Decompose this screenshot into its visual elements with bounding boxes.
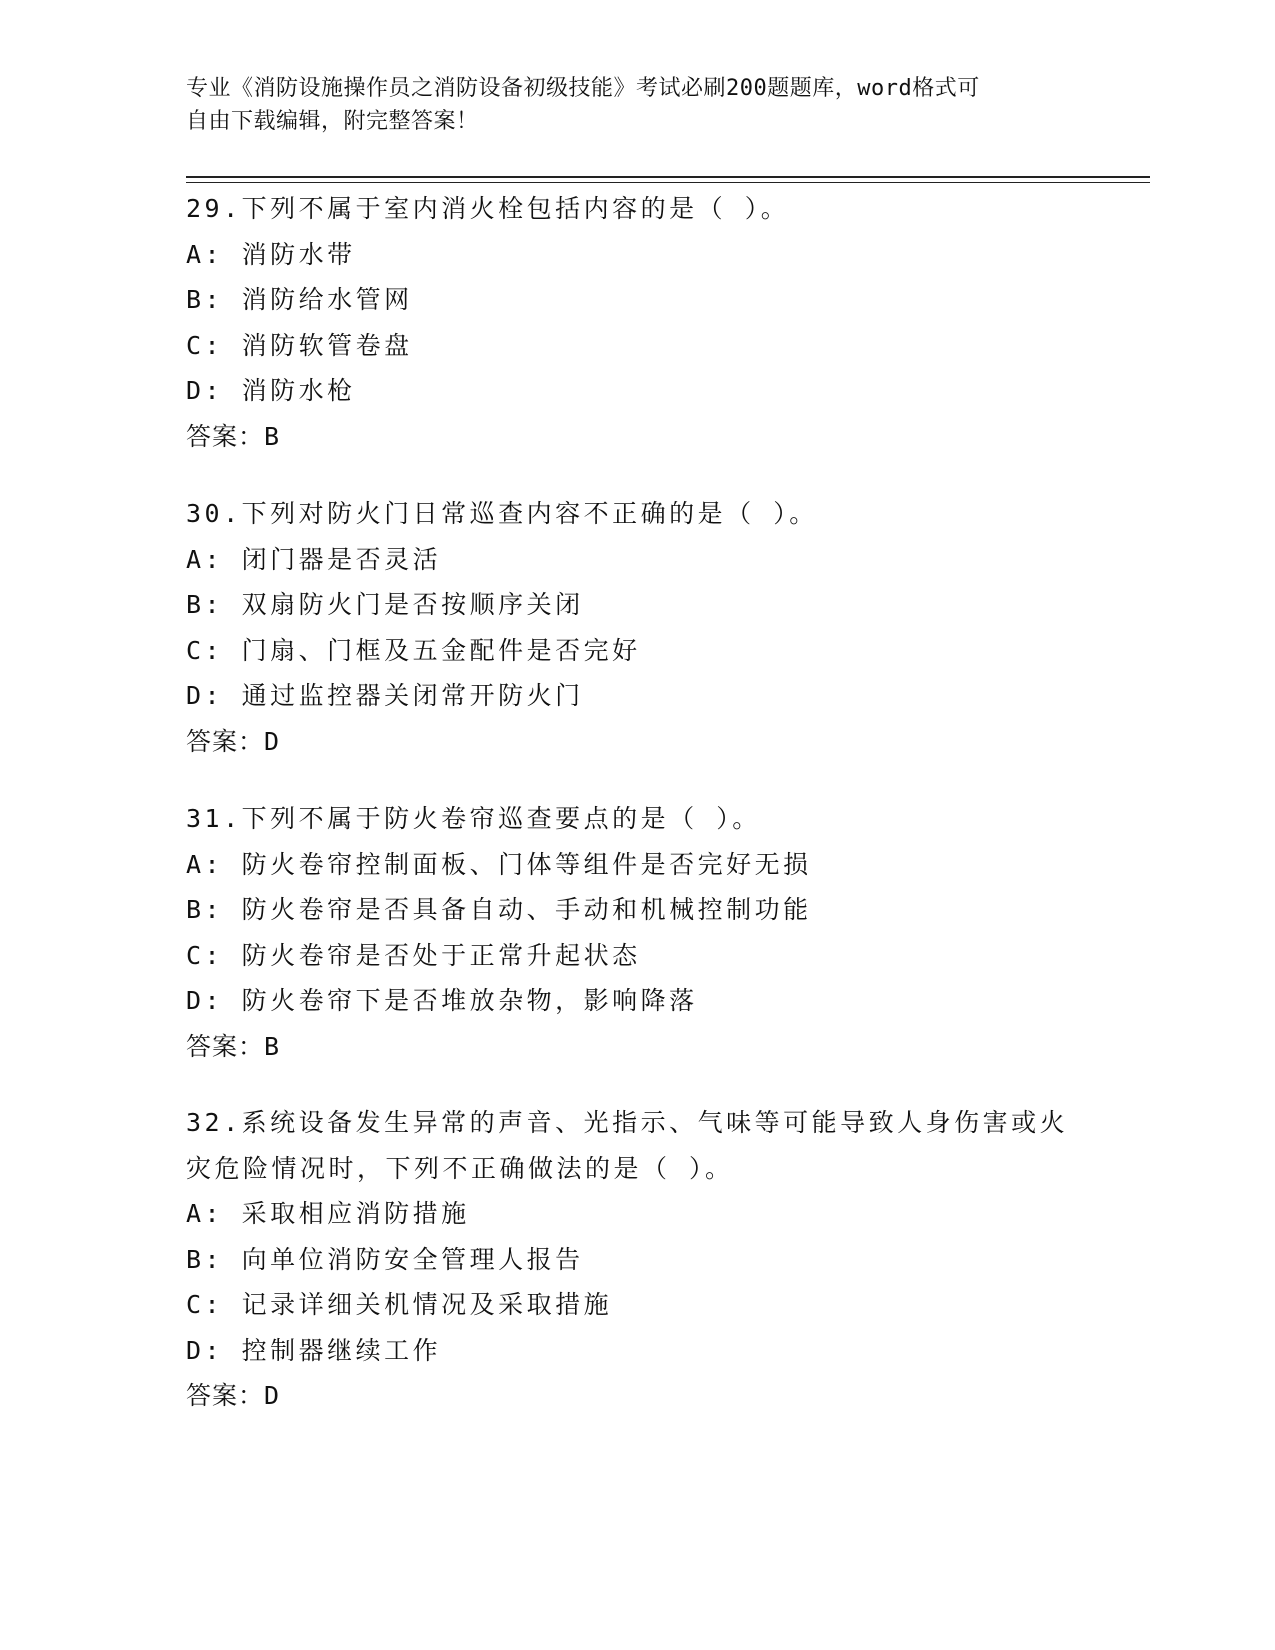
option-c: C: 记录详细关机情况及采取措施 [186, 1290, 613, 1319]
answer: 答案：B [186, 1031, 281, 1061]
option-b: B: 消防给水管网 [186, 285, 413, 314]
header-line-2: 自由下载编辑，附完整答案！ [186, 109, 479, 134]
option-a: A: 消防水带 [186, 239, 356, 269]
question-stem: 29.下列不属于室内消火栓包括内容的是（ ）。 [186, 194, 790, 223]
document-header [186, 72, 1066, 138]
option-a: A: 闭门器是否灵活 [186, 544, 442, 574]
question-32 [186, 1100, 1086, 1419]
question-stem-line-1: 32.系统设备发生异常的声音、光指示、气味等可能导致人身伤害或火 [186, 1108, 1069, 1137]
option-d: D: 通过监控器关闭常开防火门 [186, 681, 584, 710]
question-stem: 31.下列不属于防火卷帘巡查要点的是（ ）。 [186, 804, 761, 833]
option-d: D: 防火卷帘下是否堆放杂物，影响降落 [186, 986, 698, 1015]
question-stem: 30.下列对防火门日常巡查内容不正确的是（ ）。 [186, 499, 818, 528]
option-b: B: 双扇防火门是否按顺序关闭 [186, 590, 584, 619]
question-29 [186, 186, 1086, 459]
answer: 答案：B [186, 421, 281, 451]
header-divider-thin [186, 182, 1150, 183]
question-stem-line-2: 灾危险情况时，下列不正确做法的是（ ）。 [186, 1153, 734, 1183]
answer: 答案：D [186, 1381, 281, 1410]
header-line-1: 专业《消防设施操作员之消防设备初级技能》考试必刷200题题库，word格式可 [186, 76, 980, 101]
question-30 [186, 491, 1086, 764]
option-d: D: 消防水枪 [186, 376, 356, 405]
option-c: C: 防火卷帘是否处于正常升起状态 [186, 940, 641, 970]
answer: 答案：D [186, 726, 281, 756]
option-a: A: 防火卷帘控制面板、门体等组件是否完好无损 [186, 849, 812, 879]
option-b: B: 向单位消防安全管理人报告 [186, 1244, 584, 1274]
option-d: D: 控制器继续工作 [186, 1335, 442, 1365]
option-a: A: 采取相应消防措施 [186, 1199, 470, 1228]
option-b: B: 防火卷帘是否具备自动、手动和机械控制功能 [186, 895, 812, 924]
option-c: C: 门扇、门框及五金配件是否完好 [186, 635, 641, 665]
option-c: C: 消防软管卷盘 [186, 330, 413, 360]
question-31 [186, 796, 1086, 1069]
header-divider-thick [186, 176, 1150, 178]
